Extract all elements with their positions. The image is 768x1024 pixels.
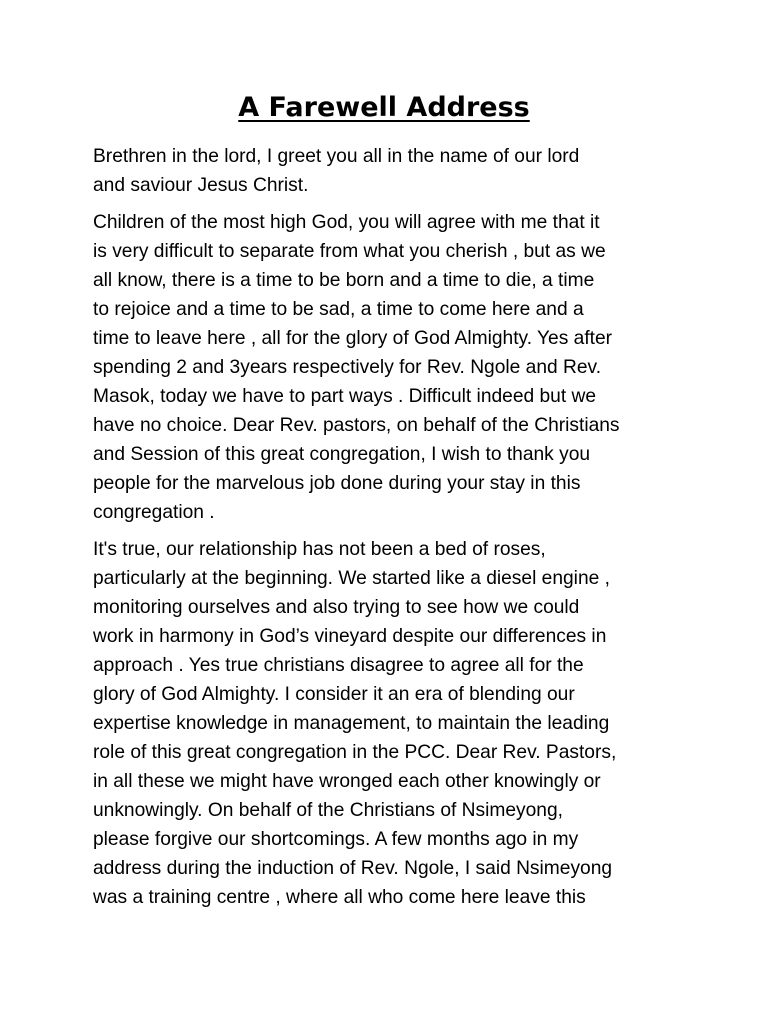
text-line: approach . Yes true christians disagree to agree all for the bbox=[93, 655, 584, 676]
document-body bbox=[93, 142, 678, 920]
text-line: is very difficult to separate from what you cherish , but as we bbox=[93, 241, 606, 262]
text-line: expertise knowledge in management, to maintain the leading bbox=[93, 713, 610, 734]
text-line: monitoring ourselves and also trying to see how we could bbox=[93, 597, 580, 618]
text-line: all know, there is a time to be born and a time to die, a time bbox=[93, 270, 595, 291]
text-line: unknowingly. On behalf of the Christians of Nsimeyong, bbox=[93, 800, 563, 821]
text-line: It's true, our relationship has not been a bed of roses, bbox=[93, 539, 546, 560]
paragraph-farewell bbox=[93, 208, 678, 527]
page-title bbox=[0, 88, 768, 128]
text-line: to rejoice and a time to be sad, a time to come here and a bbox=[93, 299, 584, 320]
text-line: Children of the most high God, you will agree with me that it bbox=[93, 212, 600, 233]
text-line: people for the marvelous job done during your stay in this bbox=[93, 473, 581, 494]
paragraph-relationship bbox=[93, 535, 678, 912]
text-line: Masok, today we have to part ways . Difficult indeed but we bbox=[93, 386, 597, 407]
text-line: and Session of this great congregation, I wish to thank you bbox=[93, 444, 591, 465]
text-line: Brethren in the lord, I greet you all in the name of our lord bbox=[93, 146, 580, 167]
text-line: particularly at the beginning. We started like a diesel engine , bbox=[93, 568, 610, 589]
text-line: address during the induction of Rev. Ngole, I said Nsimeyong bbox=[93, 858, 613, 879]
page-title-text: A Farewell Address bbox=[238, 92, 530, 123]
text-line: spending 2 and 3years respectively for Rev. Ngole and Rev. bbox=[93, 357, 602, 378]
text-line: congregation . bbox=[93, 502, 215, 523]
text-line: and saviour Jesus Christ. bbox=[93, 175, 309, 196]
text-line: time to leave here , all for the glory of God Almighty. Yes after bbox=[93, 328, 613, 349]
text-line: work in harmony in God’s vineyard despite our differences in bbox=[93, 626, 607, 647]
text-line: glory of God Almighty. I consider it an era of blending our bbox=[93, 684, 575, 705]
text-line: role of this great congregation in the PCC. Dear Rev. Pastors, bbox=[93, 742, 617, 763]
text-line: please forgive our shortcomings. A few months ago in my bbox=[93, 829, 579, 850]
text-line: in all these we might have wronged each other knowingly or bbox=[93, 771, 601, 792]
text-line: was a training centre , where all who come here leave this bbox=[93, 887, 586, 908]
text-line: have no choice. Dear Rev. pastors, on behalf of the Christians bbox=[93, 415, 620, 436]
paragraph-greeting bbox=[93, 142, 678, 200]
